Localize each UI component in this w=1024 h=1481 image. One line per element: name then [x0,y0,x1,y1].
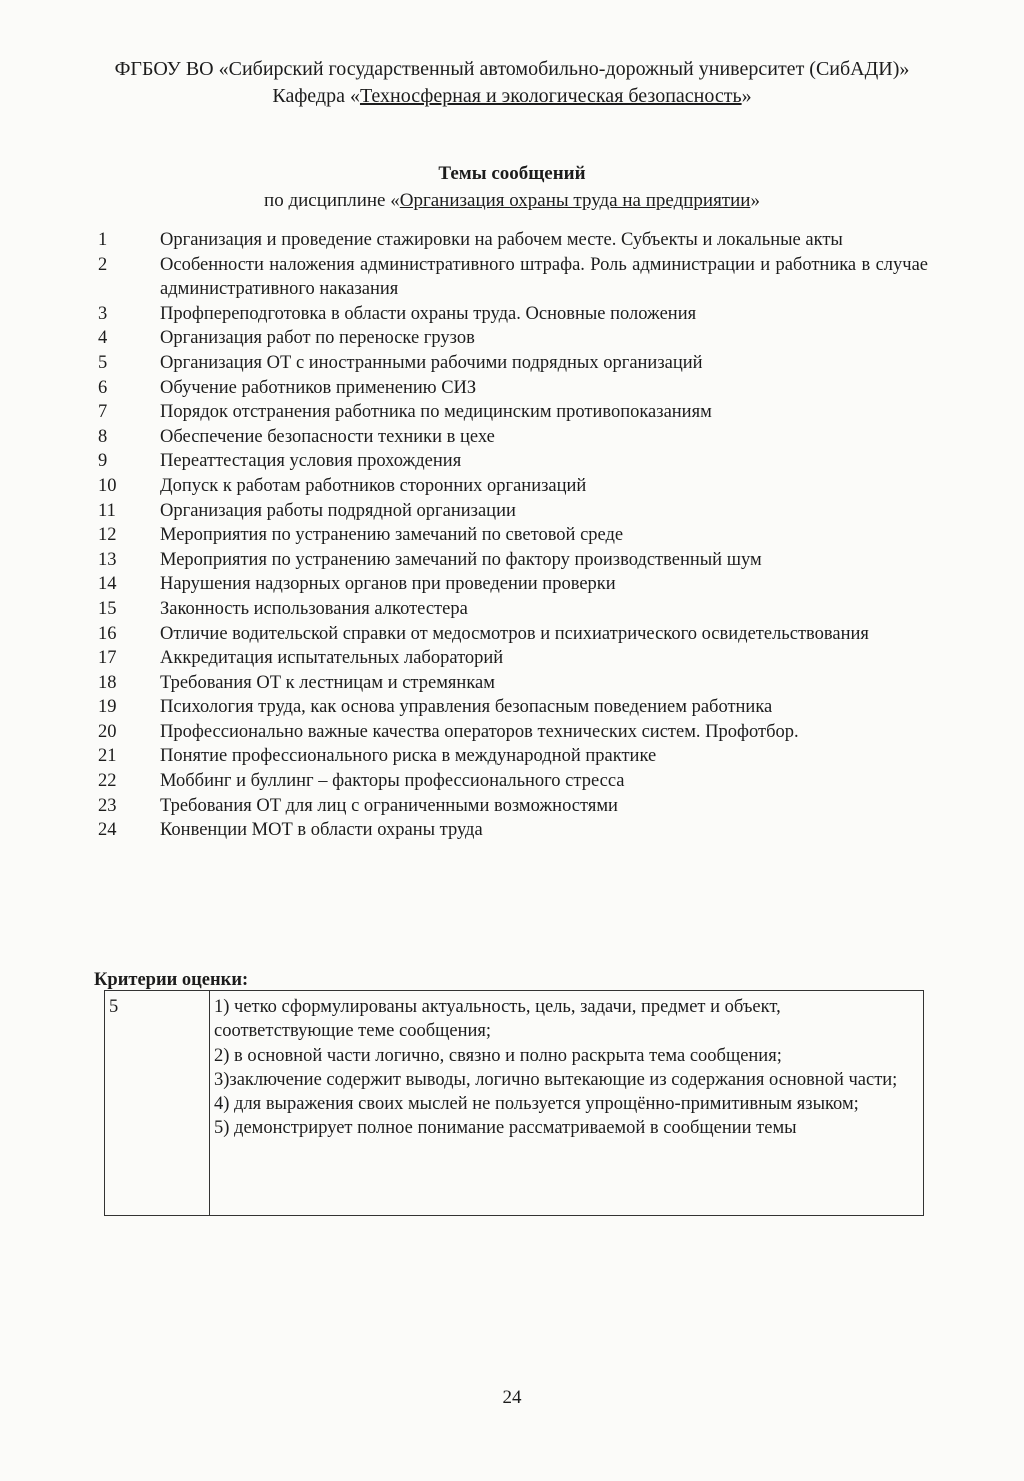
discipline-suffix: » [750,190,760,211]
topic-text: Организация и проведение стажировки на рабочем месте. Субъекты и локальные акты [160,230,843,250]
topic-item [98,646,928,671]
topic-text: Организация работ по переноске грузов [160,328,475,349]
topic-item [98,695,928,720]
criteria-row [105,991,924,1216]
topic-number: 5 [98,352,108,373]
topic-item [98,794,928,819]
topic-number: 20 [98,721,117,742]
criteria-cell [210,991,924,1216]
topic-item [98,425,928,450]
topic-number: 19 [98,697,117,718]
topic-item [98,818,928,843]
topic-number: 13 [98,549,117,570]
topic-item [98,228,928,253]
topic-text: Мероприятия по устранению замечаний по световой среде [160,525,624,546]
department-line [0,83,1024,110]
topic-text: Организация работы подрядной организации [160,500,516,521]
topic-item [98,302,928,327]
topic-number: 12 [98,525,117,546]
topic-item [98,597,928,622]
criteria-title: Критерии оценки: [94,970,249,990]
topic-item [98,449,928,474]
topic-number: 17 [98,648,117,669]
department-prefix: Кафедра « [272,85,360,107]
document-header [0,56,1024,110]
discipline-prefix: по дисциплине « [264,190,400,211]
topic-text: Моббинг и буллинг – факторы профессионального стресса [160,771,625,792]
topic-number: 3 [98,303,108,324]
topic-item [98,351,928,376]
criteria-item: 1) четко сформулированы актуальность, цель, задачи, предмет и объект, соответствующие теме сообщения; [214,997,781,1042]
criteria-item: 3)заключение содержит выводы, логично вытекающие из содержания основной части; [214,1069,898,1090]
topic-text: Переаттестация условия прохождения [160,451,462,472]
topic-item [98,326,928,351]
topic-number: 14 [98,574,117,595]
topic-text: Понятие профессионального риска в международной практике [160,746,657,767]
topic-number: 9 [98,451,108,472]
criteria-item: 5) демонстрирует полное понимание рассматриваемой в сообщении темы [214,1118,797,1139]
topic-text: Нарушения надзорных органов при проведении проверки [160,574,616,595]
criteria-item: 4) для выражения своих мыслей не пользуется упрощённо-примитивным языком; [214,1094,859,1115]
topic-number: 7 [98,402,108,423]
discipline-name: Организация охраны труда на предприятии [399,190,751,211]
topic-text: Отличие водительской справки от медосмотров и психиатрического освидетельствования [160,623,869,644]
topic-number: 6 [98,377,108,398]
discipline-line [0,187,1024,214]
topic-item [98,769,928,794]
department-name: Техносферная и экологическая безопасность [359,85,742,107]
topic-number: 22 [98,771,117,792]
topic-item [98,253,928,302]
topic-number: 16 [98,623,117,644]
topic-item [98,376,928,401]
topic-item [98,744,928,769]
university-name: ФГБОУ ВО «Сибирский государственный автомобильно-дорожный университет (СибАДИ)» [114,58,910,80]
topic-number: 18 [98,672,117,693]
page-number: 24 [502,1387,522,1408]
topic-number: 8 [98,426,108,447]
page-title: Темы сообщений [438,163,586,184]
topic-item [98,499,928,524]
topic-number: 23 [98,795,117,816]
topic-number: 10 [98,475,117,496]
topic-number: 4 [98,328,108,349]
topic-item [98,622,928,647]
topic-item [98,523,928,548]
topic-text: Обеспечение безопасности техники в цехе [160,426,495,447]
topic-text: Аккредитация испытательных лабораторий [160,648,504,669]
topic-number: 2 [98,254,108,275]
topic-text: Конвенции МОТ в области охраны труда [160,820,483,841]
topic-text: Порядок отстранения работника по медицинским противопоказаниям [160,402,712,423]
topic-number: 11 [98,500,116,521]
topic-item [98,671,928,696]
topic-list [98,228,928,843]
topic-item [98,474,928,499]
title-block [0,160,1024,214]
topic-number: 1 [98,230,108,250]
topic-number: 24 [98,820,117,841]
topic-item [98,548,928,573]
topic-text: Обучение работников применению СИЗ [160,377,477,398]
topic-text: Организация ОТ с иностранными рабочими подрядных организаций [160,352,703,373]
criteria-item: 2) в основной части логично, связно и полно раскрыта тема сообщения; [214,1045,782,1066]
criteria-table [104,990,924,1216]
topic-number: 15 [98,598,117,619]
topic-text: Особенности наложения административного штрафа. Роль администрации и работника в случае административного наказания [160,254,928,300]
topic-text: Требования ОТ для лиц с ограниченными возможностями [160,795,618,816]
grade-cell: 5 [105,991,210,1216]
topic-text: Законность использования алкотестера [160,598,468,619]
topic-text: Требования ОТ к лестницам и стремянкам [160,672,495,693]
topic-item [98,400,928,425]
topic-text: Допуск к работам работников сторонних организаций [160,475,587,496]
topic-text: Мероприятия по устранению замечаний по фактору производственный шум [160,549,762,570]
topic-number: 21 [98,746,117,767]
topic-text: Профпереподготовка в области охраны труда. Основные положения [160,303,697,324]
topic-item [98,720,928,745]
topic-text: Профессионально важные качества операторов технических систем. Профотбор. [160,721,799,742]
topic-text: Психология труда, как основа управления безопасным поведением работника [160,697,773,718]
department-suffix: » [741,85,752,107]
topic-item [98,572,928,597]
